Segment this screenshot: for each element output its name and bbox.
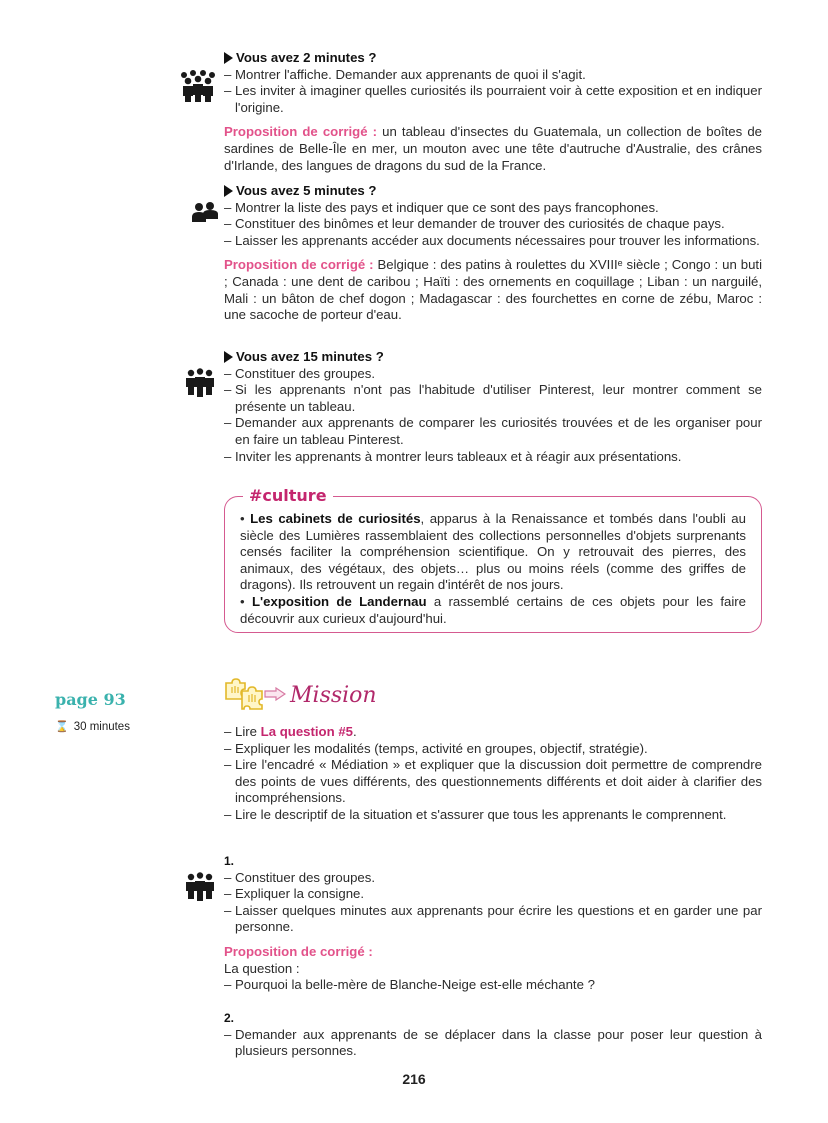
small-group-icon [186,872,228,907]
instruction-list [224,366,762,466]
page-number: 216 [402,1071,426,1087]
instruction-list [224,724,762,824]
play-triangle-icon [224,52,233,64]
culture-box [224,486,762,633]
list-item: – Lire l'encadré « Médiation » et expliquer que la discussion doit permettre de comprendre des points de vues différents, des questionnements différents et doit aider à clarifier des incompréhensions. [224,757,762,807]
section-heading: Vous avez 2 minutes ? [224,50,762,67]
correction-list [224,977,762,994]
play-triangle-icon [224,351,233,363]
list-item: – Les inviter à imaginer quelles curiosités ils pourraient voir à cette exposition et en indiquer l'origine. [224,83,762,116]
instruction-list [224,67,762,117]
list-item: – Lire le descriptif de la situation et s'assurer que tous les apprenants le comprennent. [224,807,762,824]
list-item: – Constituer des groupes. [224,366,762,383]
culture-term: Les cabinets de curiosités [250,511,421,526]
bullet: • [240,593,245,609]
correction-label: Proposition de corrigé : [224,943,373,959]
step-number: 2. [224,1011,235,1025]
culture-title: #culture [243,486,333,506]
list-item: – Demander aux apprenants de se déplacer dans la classe pour poser leur question à plusieurs personnes. [224,1027,762,1060]
list-item: – Montrer la liste des pays et indiquer que ce sont des pays francophones. [224,200,762,217]
list-item: – Expliquer les modalités (temps, activité en groupes, objectif, stratégie). [224,741,762,758]
mission-header [224,677,377,716]
bullet: • [240,511,245,526]
correction-text: un tableau d'insectes du Guatemala, un collection de boîtes de sardines de Belle-Île en mer, un mouton avec une tête d'autruche d'Australie, des crânes d'Irlande, des langues de dragons du sud de la France. [224,124,762,173]
list-item: – Lire La question #5. [224,724,762,741]
list-item: – Expliquer la consigne. [224,886,762,903]
puzzle-pieces-icon [224,677,264,716]
list-item: – Si les apprenants n'ont pas l'habitude d'utiliser Pinterest, leur montrer comment se présente un tableau. [224,382,762,415]
correction-text: Belgique : des patins à roulettes du XVIIIᵉ siècle ; Congo : un buti ; Canada : une dent de caribou ; Haïti : des ornements en coquillage ; Liban : un narguilé, Mali : un bâton de chef dogon ; Madagascar : des fourchettes en corne de zébu, Maroc : une sacoche de porteur d'eau. [224,257,762,323]
correction-label: Proposition de corrigé : [224,124,378,140]
small-group-icon [186,368,228,403]
group-of-people-icon [178,68,220,107]
correction-paragraph [224,124,762,174]
section-15-minutes [224,349,762,465]
section-5-minutes [224,183,762,324]
list-item: – Constituer des binômes et leur demander de trouver des curiosités de chaque pays. [224,216,762,233]
hourglass-icon: ⌛ [55,721,69,733]
section-heading: Vous avez 5 minutes ? [224,183,762,200]
step-number: 1. [224,854,235,868]
correction-label: Proposition de corrigé : [224,257,374,273]
list-item: – Montrer l'affiche. Demander aux apprenants de quoi il s'agit. [224,67,762,84]
list-item: – Demander aux apprenants de comparer les curiosités trouvées et de les organiser pour en faire un tableau Pinterest. [224,415,762,448]
duration [55,719,130,736]
play-triangle-icon [224,185,233,197]
section-heading: Vous avez 15 minutes ? [224,349,762,366]
arrow-right-icon [264,687,286,706]
list-item: – Laisser les apprenants accéder aux documents nécessaires pour trouver les informations. [224,233,762,250]
culture-term: L'exposition de Landernau [251,593,427,609]
list-item: – Laisser quelques minutes aux apprenants pour écrire les questions et en garder une par personne. [224,903,762,936]
correction-paragraph [224,944,762,961]
list-item: – Pourquoi la belle-mère de Blanche-Neige est-elle méchante ? [224,977,762,994]
mission-title: Mission [290,683,377,708]
mission-instructions [224,724,762,824]
duration-text: 30 minutes [73,721,130,733]
instruction-list [224,1027,762,1060]
culture-paragraph-2: • L'exposition de Landernau a rassemblé certains de ces objets pour les faire découvrir aux curieux d'aujourd'hui. [240,593,747,626]
correction-paragraph [224,257,762,323]
list-item: – Inviter les apprenants à montrer leurs tableaux et à réagir aux présentations. [224,449,762,466]
correction-line: La question : [224,960,300,976]
list-item: – Constituer des groupes. [224,870,762,887]
instruction-list [224,200,762,250]
instruction-list [224,870,762,936]
section-2-minutes [224,50,762,174]
culture-paragraph-1: • Les cabinets de curiosités, apparus à la Renaissance et tombés dans l'oubli au siècle des Lumières rassemblaient des collections personnelles d'objets surprenants censés faciliter la compréhension scientifique. On y retrouvait des pierres, des animaux, des végétaux, des objets… plus ou moins réels (comme des griffes de dragons). Ils retrouvent un regain d'intérêt de nos jours. [240,511,746,593]
page-reference: page 93 [55,690,126,709]
mission-step-2 [224,1010,762,1060]
question-reference: La question #5 [260,724,353,739]
mission-step-1 [224,853,762,994]
